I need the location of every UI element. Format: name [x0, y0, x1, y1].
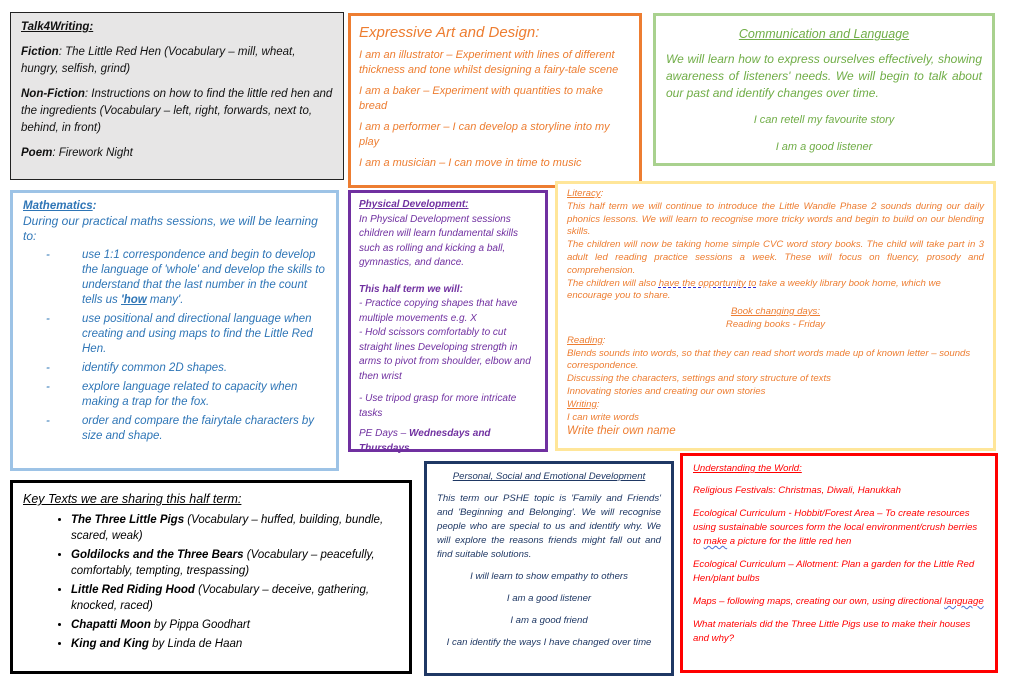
utw-eco2: Ecological Curriculum – Allotment: Plan a garden for the Little Red Hen/plant bulbs	[693, 559, 975, 584]
pd-title: Physical Development:	[359, 199, 469, 210]
list-item: I will learn to show empathy to others	[470, 571, 628, 582]
psed-body: This term our PSHE topic is 'Family and Friends' and 'Beginning and Belonging'. We will recognise people who are special to us and identify why. We will explore the reasons friends might fall out and find suitable solutions.	[437, 493, 661, 560]
list-item: I can identify the ways I have changed over time	[446, 637, 652, 648]
poem-desc: : Firework Night	[52, 147, 133, 159]
maths-list	[23, 248, 326, 444]
utw-maps	[693, 595, 985, 609]
item-emphasis: 'how	[121, 294, 147, 306]
writing-title-text: Writing	[567, 398, 597, 410]
communication-panel	[653, 13, 995, 166]
list-item: - order and compare the fairytale characters by size and shape.	[68, 414, 326, 444]
literacy-title-text: Literacy	[567, 188, 601, 199]
list-item: - Use tripod grasp for more intricate tasks	[359, 393, 517, 419]
fiction-label: Fiction	[21, 46, 59, 58]
understanding-world-panel	[680, 453, 998, 673]
list-item: I can retell my favourite story	[753, 114, 895, 126]
key-texts-list	[23, 512, 399, 652]
eco1-flagged: make	[703, 536, 728, 547]
p3-text: take a weekly library book home, which we encourage you to share.	[567, 277, 941, 302]
book-detail: (Vocabulary – huffed, building, bundle, scared, weak)	[71, 514, 384, 542]
list-item: I am a good listener	[775, 141, 873, 153]
book-title: King and King	[71, 638, 149, 650]
maths-title	[23, 199, 326, 214]
key-texts-title: Key Texts we are sharing this half term:	[23, 492, 242, 506]
list-item: Blends sounds into words, so that they can read short words made up of known letter – sounds correspondence.	[567, 347, 971, 372]
list-item: - Hold scissors comfortably to cut straight lines Developing strength in arms to pivot from shoulder, elbow and then wrist	[359, 327, 531, 382]
pd-intro: In Physical Development sessions children will learn fundamental skills such as rolling and kicking a ball, gymnastics, and dance.	[359, 213, 518, 268]
fiction-desc: : The Little Red Hen (Vocabulary – mill, wheat, hungry, selfish, grind)	[21, 46, 296, 75]
writing-title: Writing:	[567, 398, 600, 410]
maths-title-colon: :	[92, 200, 97, 212]
list-item	[71, 582, 399, 614]
book-changing-days: Reading books - Friday	[725, 318, 826, 330]
poem-text	[21, 145, 333, 162]
list-item: Discussing the characters, settings and story structure of texts	[567, 373, 831, 385]
eco1-text: a picture for the little red hen	[727, 536, 852, 547]
list-item: I am a good listener	[506, 593, 592, 604]
nonfiction-text	[21, 86, 333, 137]
reading-title: Reading:	[567, 334, 606, 346]
p3-text: The children will also	[567, 277, 659, 289]
list-item: I am a good friend	[510, 615, 588, 626]
mathematics-panel	[10, 190, 339, 471]
book-title: Little Red Riding Hood	[71, 584, 195, 596]
literacy-p2: The children will now be taking home simple CVC word story books. The child will take part in 3 adult led reading practice sessions a week. These will focus on fluency, prosody and comprehension.	[567, 239, 984, 276]
literacy-panel	[555, 181, 996, 451]
pe-label: PE Days –	[359, 428, 410, 439]
list-item: - identify common 2D shapes.	[68, 361, 326, 376]
literacy-p3	[567, 278, 984, 304]
list-item	[71, 547, 399, 579]
poem-label: Poem	[21, 147, 53, 159]
utw-festivals: Religious Festivals: Christmas, Diwali, Hanukkah	[693, 485, 901, 496]
list-item	[68, 248, 326, 308]
talk4writing-panel	[10, 12, 344, 180]
maps-flagged: language	[944, 596, 984, 607]
list-item: - Practice copying shapes that have multiple movements e.g. X	[359, 298, 518, 324]
list-item	[71, 512, 399, 544]
pe-days-value: Wednesdays and Thursdays	[359, 428, 491, 454]
literacy-p1: This half term we will continue to introduce the Little Wandle Phase 2 sounds during our daily phonics lessons. We will learn to recognise more tricky words and begin to build on our blending skills.	[567, 200, 984, 238]
talk4writing-title: Talk4Writing:	[21, 21, 94, 33]
literacy-title: Literacy:	[567, 188, 604, 199]
reading-title-text: Reading	[567, 334, 603, 346]
maths-intro: During our practical maths sessions, we will be learning to:	[23, 214, 318, 243]
key-texts-panel	[10, 480, 412, 674]
maps-text: Maps – following maps, creating our own, using directional	[693, 596, 945, 607]
book-detail: (Vocabulary – deceive, gathering, knocked, raced)	[71, 584, 370, 612]
item-text: use 1:1 correspondence and begin to develop the language of 'whole' and develop the skills to understand that the last number in the count tells us	[82, 249, 325, 306]
list-item: - explore language related to capacity when making a trap for the fox.	[68, 380, 326, 410]
psed-title: Personal, Social and Emotional Development	[452, 471, 646, 482]
utw-title: Understanding the World:	[693, 463, 802, 474]
list-item	[71, 617, 399, 633]
book-detail: (Vocabulary – peacefully, comfortably, tempting, trespassing)	[71, 549, 375, 577]
maths-title-text: Mathematics	[23, 200, 93, 212]
pe-days	[359, 427, 537, 456]
book-detail: by Pippa Goodhart	[150, 619, 250, 631]
book-title: The Three Little Pigs	[71, 514, 185, 526]
nonfiction-label: Non-Fiction	[21, 88, 85, 100]
expressive-art-panel	[348, 13, 642, 188]
utw-question: What materials did the Three Little Pigs use to make their houses and why?	[693, 619, 971, 644]
p3-flagged: have the opportunity to	[658, 277, 757, 289]
physical-development-panel	[348, 190, 548, 452]
fiction-text	[21, 44, 333, 78]
list-item: Innovating stories and creating our own stories	[567, 385, 766, 397]
utw-eco1	[693, 507, 985, 549]
list-item: I am a performer – I can develop a storyline into my play	[359, 121, 610, 148]
communication-title: Communication and Language	[738, 27, 910, 41]
list-item	[71, 636, 399, 652]
list-item: Write their own name	[567, 425, 676, 438]
list-item: - use positional and directional language when creating and using maps to find the Little Red Hen.	[68, 312, 326, 357]
nonfiction-desc: : Instructions on how to find the little red hen and the ingredients (Vocabulary – left, right, forwards, next to, behind, in front)	[21, 88, 333, 134]
list-item: I am a baker – Experiment with quantities to make bread	[359, 85, 603, 112]
book-detail: by Linda de Haan	[148, 638, 243, 650]
pd-subtitle: This half term we will:	[359, 283, 463, 295]
eco1-text: Ecological Curriculum - Hobbit/Forest Area – To create resources using sustainable sources form the local environment/crush berries to	[693, 508, 978, 547]
item-text: many'.	[146, 294, 184, 306]
book-title: Goldilocks and the Three Bears	[71, 549, 244, 561]
book-title: Chapatti Moon	[71, 619, 151, 631]
list-item: I am a musician – I can move in time to music	[359, 157, 582, 169]
expressive-art-title: Expressive Art and Design:	[359, 24, 540, 41]
list-item: I am an illustrator – Experiment with lines of different thickness and tone whilst designing a fairy-tale scene	[359, 49, 619, 76]
book-changing-title: Book changing days:	[730, 306, 821, 318]
communication-body: We will learn how to express ourselves effectively, showing awareness of listeners' needs. We will begin to talk about our past and identify changes over time.	[666, 52, 982, 100]
psed-panel	[424, 461, 674, 676]
list-item: I can write words	[567, 411, 639, 423]
